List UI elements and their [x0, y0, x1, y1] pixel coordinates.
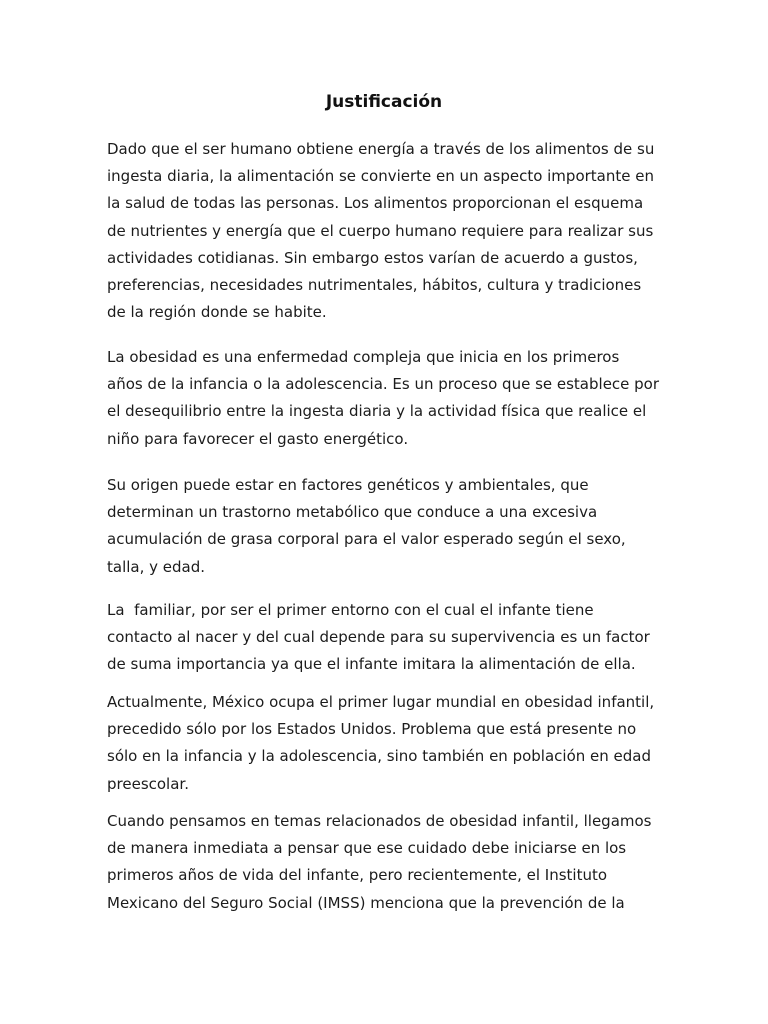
text-line: niño para favorecer el gasto energético.: [107, 429, 409, 448]
text-line: La familiar, por ser el primer entorno con el cual el infante tiene: [107, 601, 594, 619]
text-line: preferencias, necesidades nutrimentales, hábitos, cultura y tradiciones: [107, 275, 642, 294]
text-line: Cuando pensamos en temas relacionados de obesidad infantil, llegamos: [107, 812, 652, 830]
text-line: Dado que el ser humano obtiene energía a través de los alimentos de su: [107, 140, 655, 158]
text-line: determinan un trastorno metabólico que conduce a una excesiva: [107, 503, 598, 522]
text-line: sólo en la infancia y la adolescencia, sino también en población en edad: [107, 747, 651, 766]
text-line: años de la infancia o la adolescencia. Es un proceso que se establece por: [107, 375, 660, 394]
text-line: de nutrientes y energía que el cuerpo humano requiere para realizar sus: [107, 221, 654, 240]
text-line: Su origen puede estar en factores genéticos y ambientales, que: [107, 476, 589, 494]
paragraph-2: [107, 344, 687, 453]
paragraph-3: [107, 472, 687, 581]
paragraph-5: [107, 689, 687, 798]
document-title: Justificación: [325, 92, 443, 112]
text-line: de la región donde se habite.: [107, 303, 327, 322]
text-line: primeros años de vida del infante, pero recientemente, el Instituto: [107, 866, 608, 885]
text-line: precedido sólo por los Estados Unidos. Problema que está presente no: [107, 720, 637, 739]
text-line: acumulación de grasa corporal para el valor esperado según el sexo,: [107, 530, 626, 549]
paragraph-1: [107, 136, 687, 326]
text-line: la salud de todas las personas. Los alimentos proporcionan el esquema: [107, 194, 644, 213]
text-line: Actualmente, México ocupa el primer lugar mundial en obesidad infantil,: [107, 693, 655, 711]
paragraph-4: [107, 597, 687, 679]
text-line: preescolar.: [107, 774, 189, 793]
text-line: el desequilibrio entre la ingesta diaria y la actividad física que realice el: [107, 402, 647, 421]
text-line: talla, y edad.: [107, 557, 206, 576]
text-line: de manera inmediata a pensar que ese cuidado debe iniciarse en los: [107, 839, 627, 858]
paragraph-6: [107, 808, 687, 917]
text-line: La obesidad es una enfermedad compleja que inicia en los primeros: [107, 348, 620, 366]
text-line: actividades cotidianas. Sin embargo estos varían de acuerdo a gustos,: [107, 248, 638, 267]
text-line: ingesta diaria, la alimentación se convierte en un aspecto importante en: [107, 167, 654, 186]
text-line: contacto al nacer y del cual depende para su supervivencia es un factor: [107, 628, 650, 647]
text-line: de suma importancia ya que el infante imitara la alimentación de ella.: [107, 655, 636, 674]
text-line: Mexicano del Seguro Social (IMSS) menciona que la prevención de la: [107, 893, 625, 912]
